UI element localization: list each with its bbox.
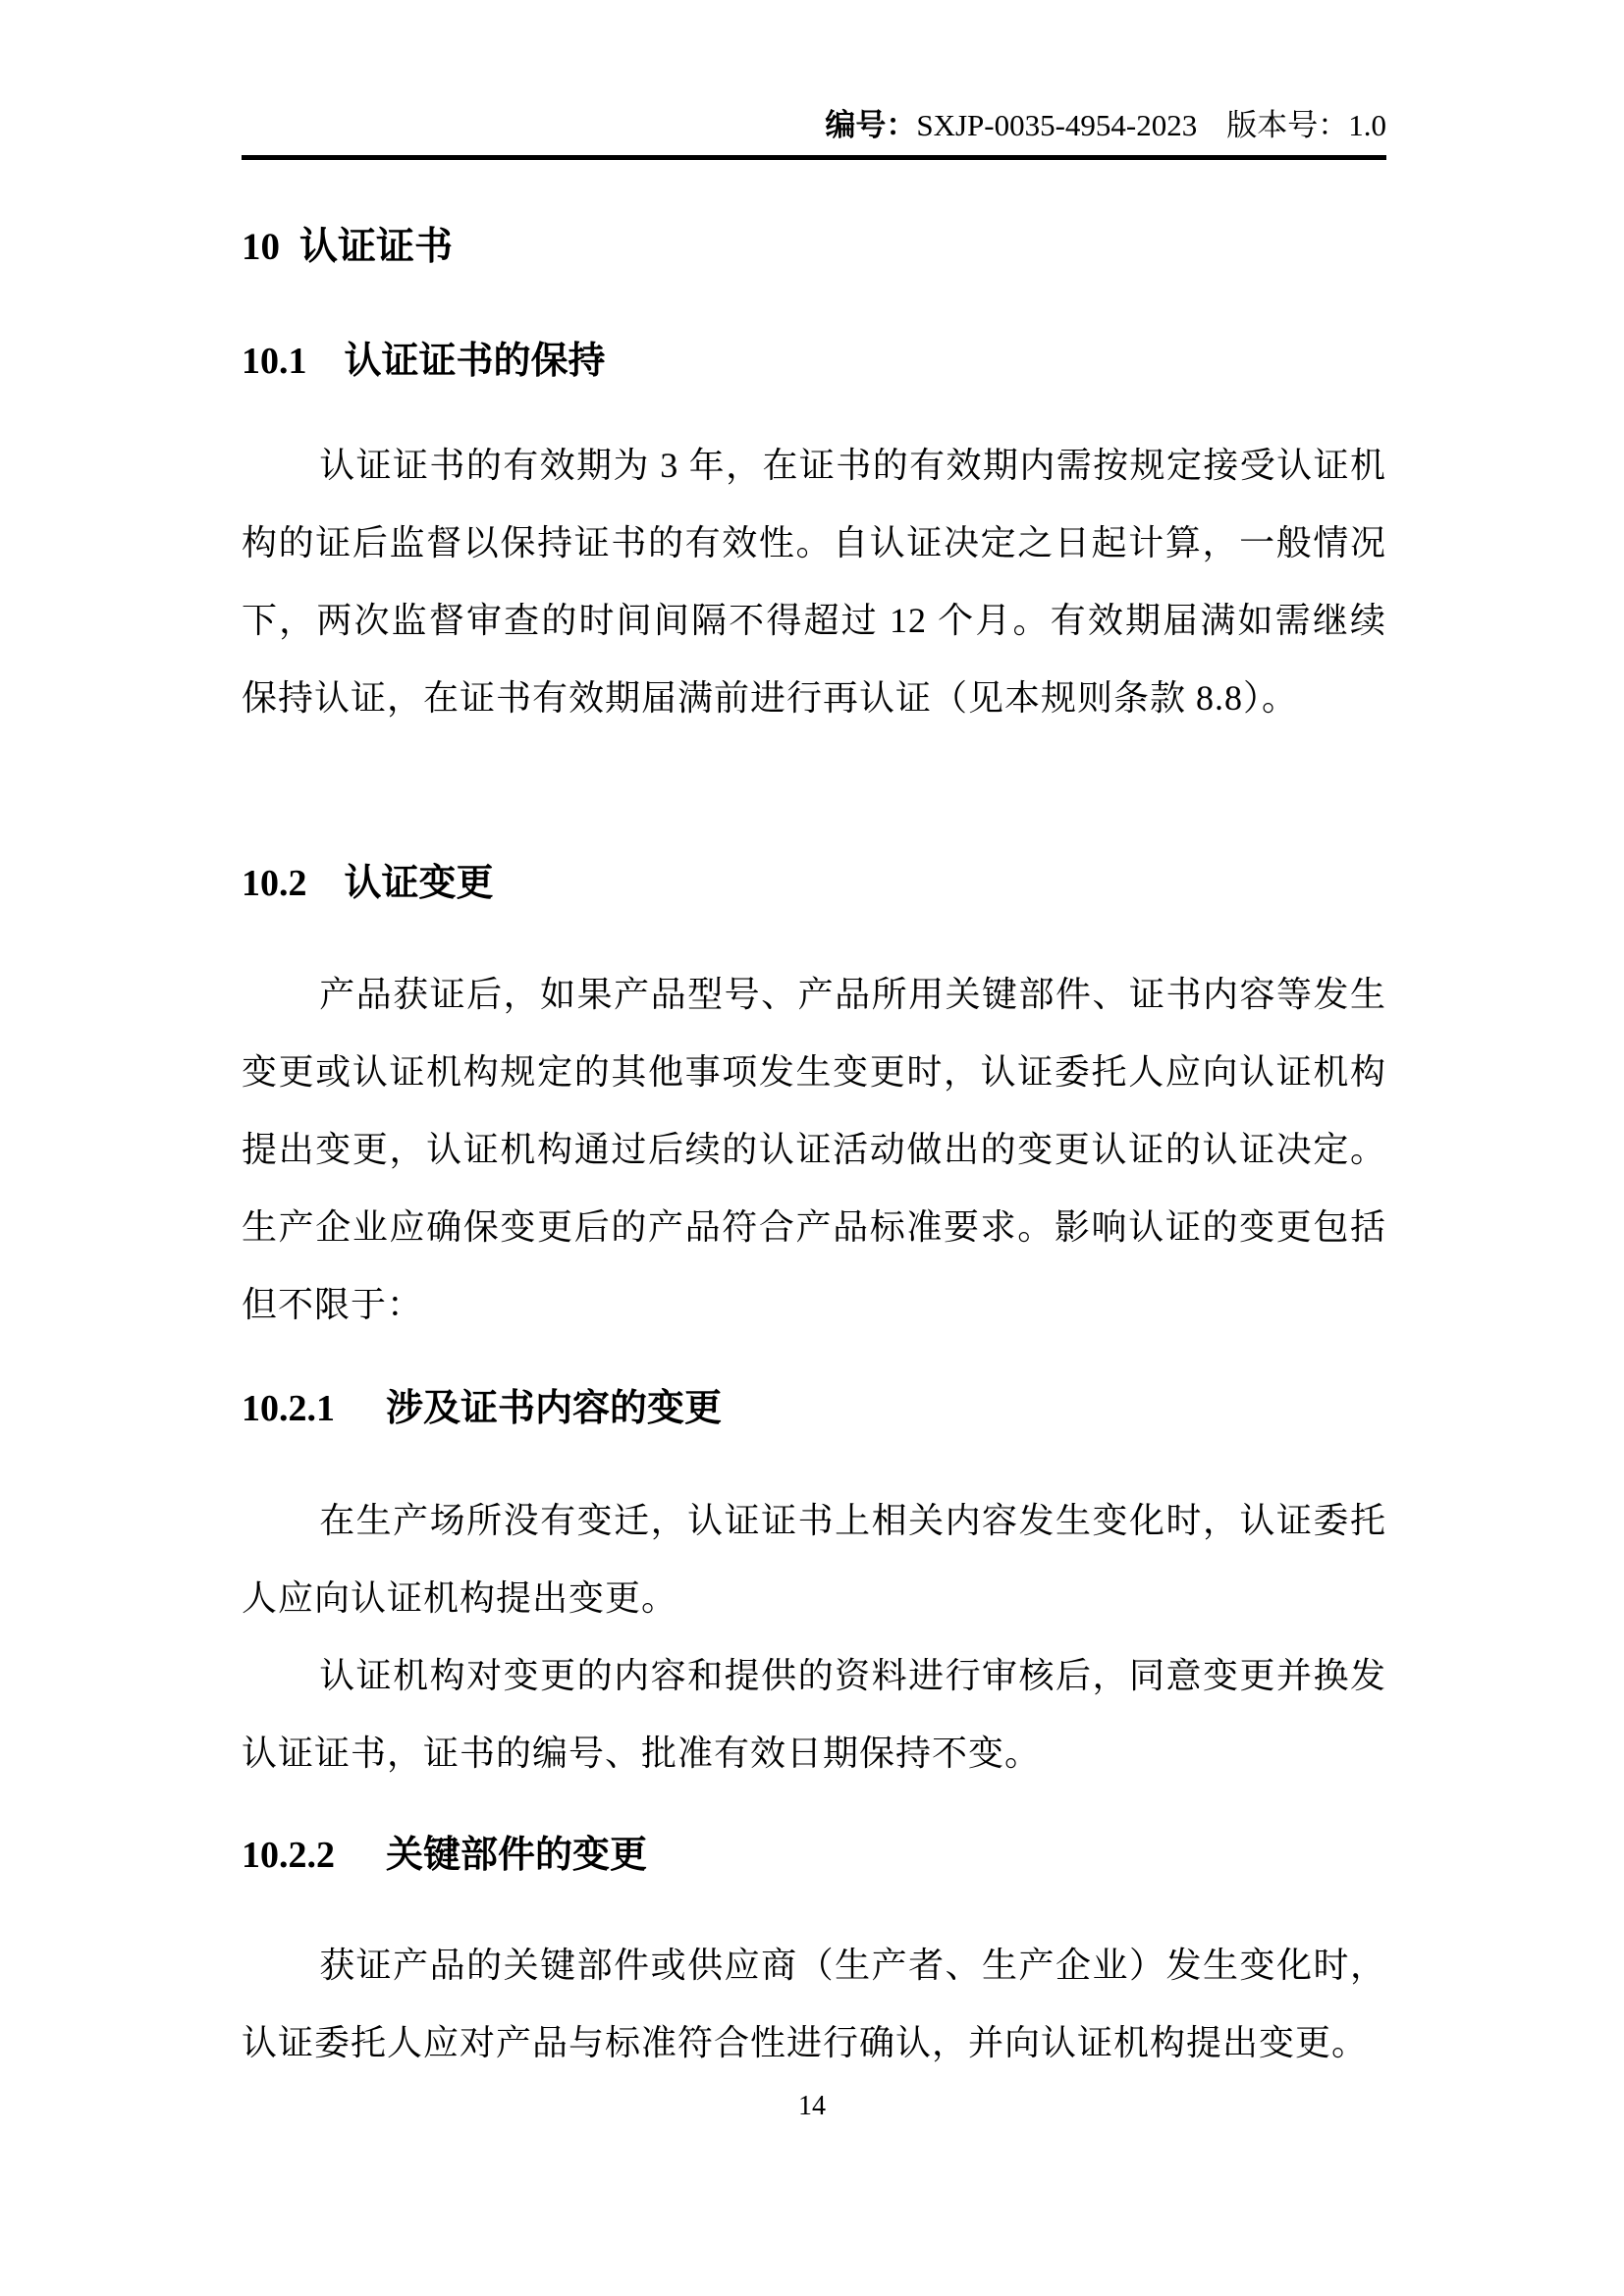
heading-10 [242,223,1386,272]
heading-10-1 [242,337,1386,386]
heading-10-2-2-number: 10.2.2 [242,1835,335,1876]
heading-10-2-1 [242,1384,1386,1433]
paragraph-10-2-1-b: 认证机构对变更的内容和提供的资料进行审核后，同意变更并换发认证证书，证书的编号、批准有效日期保持不变。 [242,1656,1386,1773]
heading-10-2-1-number: 10.2.1 [242,1388,335,1429]
heading-10-number: 10 [242,226,280,268]
header-divider-rule [242,155,1386,160]
heading-10-2-2-title: 关键部件的变更 [386,1835,648,1876]
paragraph-10-2-1-a: 在生产场所没有变迁，认证证书上相关内容发生变化时，认证委托人应向认证机构提出变更。 [242,1501,1386,1618]
heading-10-2-1-title: 涉及证书内容的变更 [386,1388,723,1429]
heading-10-2-title: 认证变更 [344,863,494,904]
heading-10-1-number: 10.1 [242,341,307,382]
heading-10-title: 认证证书 [299,226,454,268]
paragraph-10-2: 产品获证后，如果产品型号、产品所用关键部件、证书内容等发生变更或认证机构规定的其他事项发生变更时，认证委托人应向认证机构提出变更，认证机构通过后续的认证活动做出的变更认证的认证决定。生产企业应确保变更后的产品符合产品标准要求。影响认证的变更包括但不限于： [242,975,1386,1324]
doc-version-label: 版本号： [1226,108,1349,142]
doc-version-value: 1.0 [1348,108,1386,142]
document-content [242,106,1386,2082]
doc-number-value: SXJP-0035-4954-2023 [916,108,1198,142]
document-header [242,106,1386,145]
paragraph-10-2-2: 获证产品的关键部件或供应商（生产者、生产企业）发生变化时，认证委托人应对产品与标准符合性进行确认，并向认证机构提出变更。 [242,1946,1386,2062]
page-footer [0,2087,1624,2126]
heading-10-2-2 [242,1831,1386,1880]
heading-10-1-title: 认证证书的保持 [344,341,606,382]
doc-number-label: 编号： [825,108,917,142]
page-number: 14 [798,2091,826,2121]
heading-10-2 [242,859,1386,908]
paragraph-10-1: 认证证书的有效期为 3 年，在证书的有效期内需按规定接受认证机构的证后监督以保持证书的有效性。自认证决定之日起计算，一般情况下，两次监督审查的时间间隔不得超过 12 个月。有效期届满如需继续保持认证，在证书有效期届满前进行再认证（见本规则条款 8.8）。 [242,446,1386,718]
heading-10-2-number: 10.2 [242,863,307,904]
